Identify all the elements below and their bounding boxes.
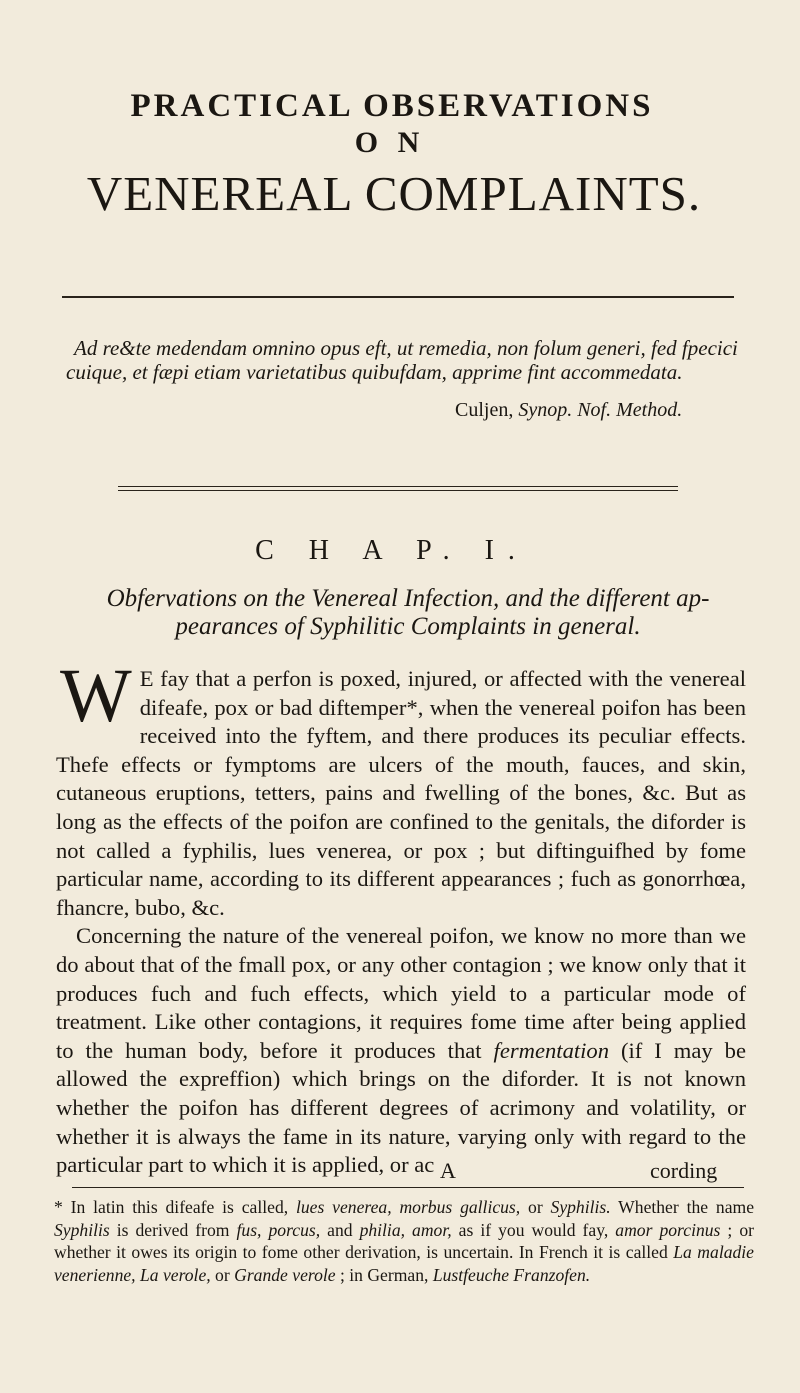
signature-mark: A (440, 1158, 456, 1183)
footnote-text (54, 1196, 754, 1286)
fn-3-it: Syphilis (54, 1219, 110, 1240)
paragraph-1 (56, 654, 746, 922)
paragraph-2 (56, 922, 746, 1179)
body-text (56, 654, 746, 1180)
footnote (54, 1196, 754, 1286)
paragraph-1-text: E fay that a perfon is poxed, injured, or affected with the venereal difeafe, pox or bad diftemper*, when the venereal poifon has been received into the fyftem, and there produces its peculiar effects. Thefe effects or fymptoms are ulcers of the mouth, fauces, and skin, cutaneous eruptions, tetters, pains and fwelling of the bones, &c. But as long as the effects of the poifon are confined to the genitals, the diforder is not called a fyphilis, lues venerea, or pox ; but diftinguifhed by fome particular name, according to its different appearances ; fuch as gonorrhœa, fhancre, bubo, &c. (56, 666, 746, 920)
chapter-heading: C H A P. I. (255, 535, 529, 566)
fn-5: and (320, 1219, 360, 1240)
fn-3: Whether the name (610, 1197, 755, 1217)
fn-9: ; in German, (335, 1264, 433, 1285)
catchword: cording (650, 1158, 718, 1183)
title-line-1: PRACTICAL OBSERVATIONS (130, 88, 654, 124)
fn-7-it: La maladie venerienne, La verole, (54, 1242, 754, 1285)
fn-1-it: lues venerea, morbus gallicus, (296, 1197, 521, 1217)
fermentation-word: fermentation (493, 1037, 610, 1063)
title-line-2: O N (354, 126, 426, 159)
drop-cap: W (60, 654, 132, 738)
paragraph-2-text-b: (if I may be allowed the expreffion) which brings on the diforder. It is not known whether the poifon has different degrees of acrimony and volatility, or whether it is always the fame in its nature, varying only with regard to the particular part to which it is applied, or ac (56, 1037, 746, 1178)
footnote-rule (72, 1187, 744, 1188)
fn-7: ; or whether it owes its origin to fome other derivation, is uncertain. In French it is called (54, 1219, 754, 1263)
middle-rule-top (118, 486, 678, 487)
fn-4: is derived from (109, 1219, 237, 1240)
title-line-3: VENEREAL COMPLAINTS. (86, 166, 702, 221)
fn-6: as if you would fay, (451, 1219, 616, 1240)
middle-rule-bottom (118, 490, 678, 491)
fn-6-it: amor porcinus (615, 1219, 721, 1240)
epigraph-work: Synop. Nof. Method. (518, 399, 683, 421)
fn-8-it: Grande verole (234, 1264, 336, 1285)
fn-2: or (520, 1197, 551, 1217)
fn-2-it: Syphilis. (550, 1197, 611, 1217)
fn-8: or (210, 1264, 235, 1285)
epigraph: Ad re&te medendam omnino opus eft, ut remedia, non folum generi, fed fpecici cuique, et fæpi etiam varietatibus quibufdam, apprime fint accommedata. (66, 336, 738, 384)
epigraph-author: Culjen, (455, 399, 514, 421)
paragraph-2-text-a: Concerning the nature of the venereal poifon, we know no more than we do about that of the fmall pox, or any other contagion ; we know only that it produces fuch and fuch effects, which yield to a particular mode of treatment. Like other contagions, it requires fome time after being applied to the human body, before it produces that (56, 923, 746, 1063)
fn-9-it: Lustfeuche Franzofen. (432, 1264, 591, 1285)
top-rule (62, 296, 734, 298)
fn-1: * In latin this difeafe is called, (54, 1197, 296, 1217)
chapter-subtitle: Obfervations on the Venereal Infection, and the different appearances of Syphilitic Complaints in general. (106, 585, 710, 640)
epigraph-attribution (455, 399, 682, 422)
fn-5-it: philia, amor, (359, 1219, 452, 1240)
fn-4-it: fus, porcus, (236, 1219, 321, 1240)
